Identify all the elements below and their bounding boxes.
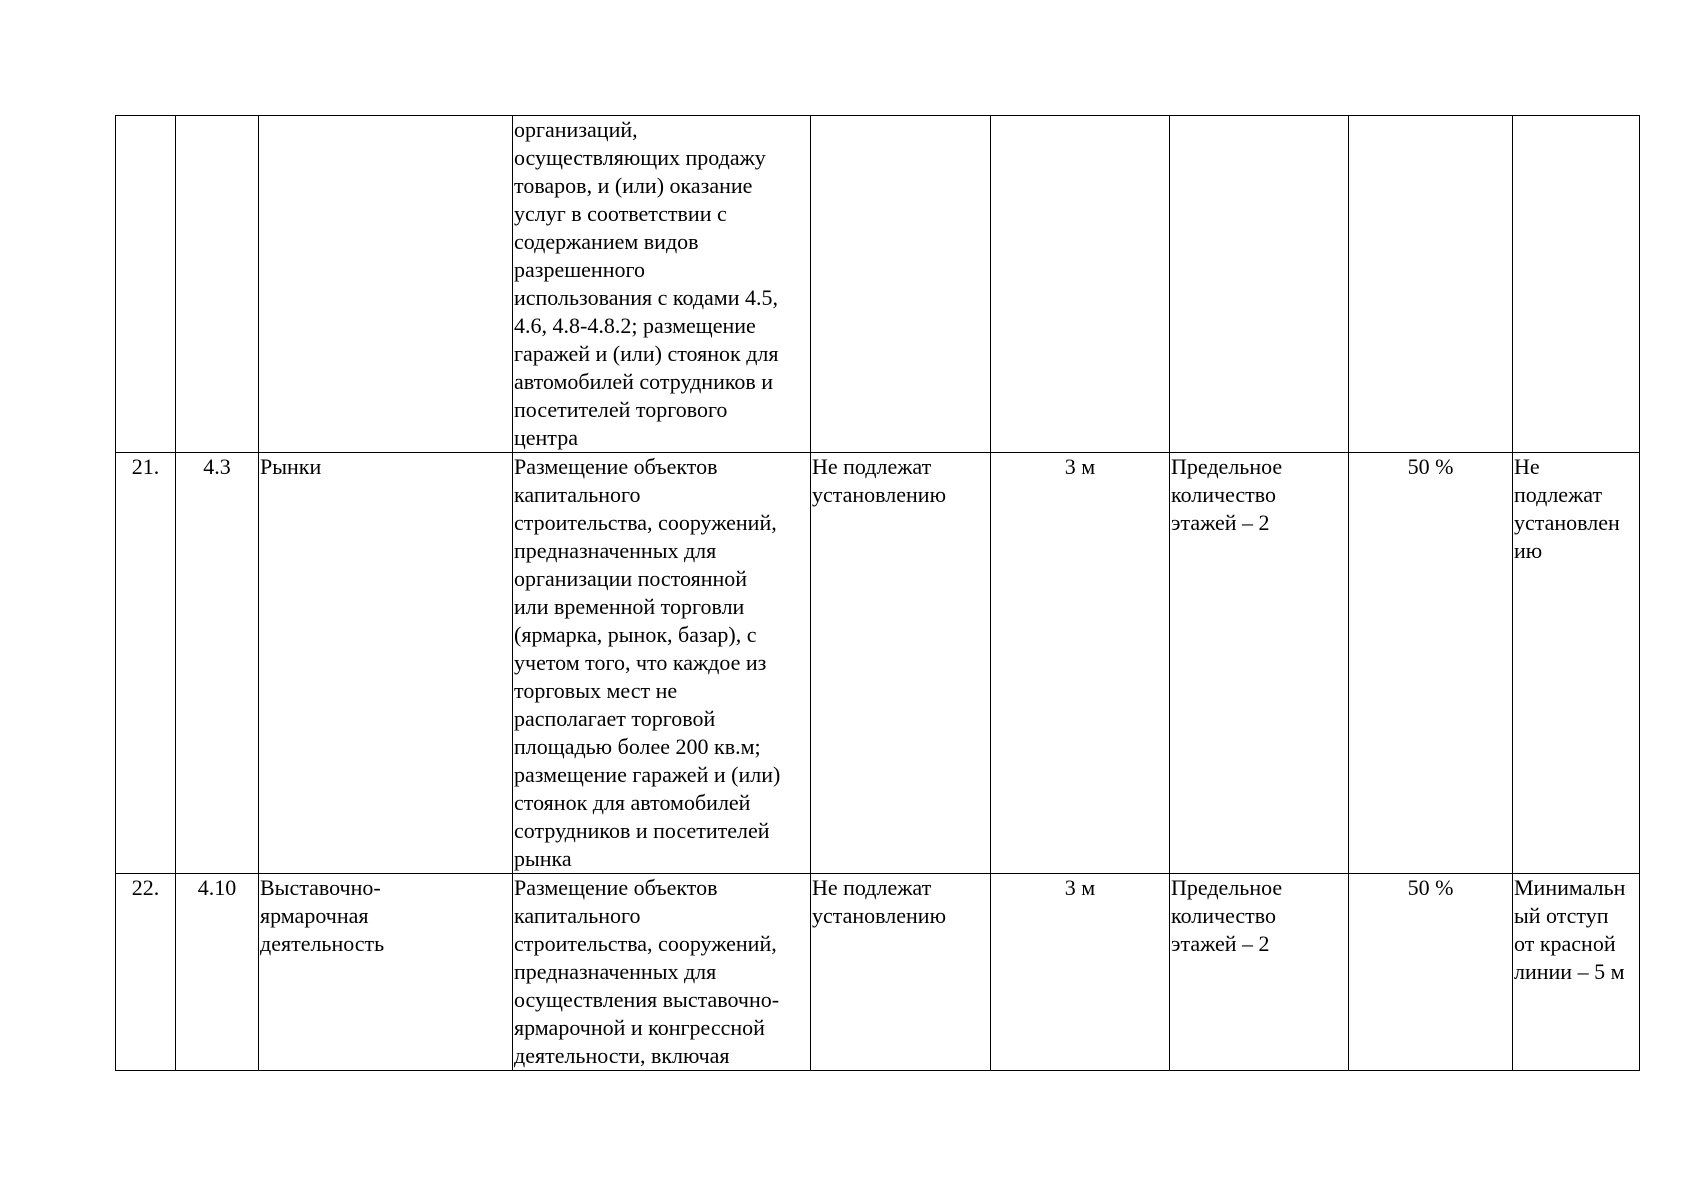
row-number-cell [116,453,176,874]
table-row [116,874,1640,1071]
min-indent-cell [991,116,1170,453]
use-name-cell [259,453,513,874]
max-floors-text: Предельное количество этажей – 2 [1171,454,1283,535]
max-floors-cell [1170,116,1349,453]
table-row [116,116,1640,453]
use-description-cell [513,874,811,1071]
plot-area-text: Не подлежат установлению [812,875,947,928]
zoning-regulations-table [115,115,1640,1071]
use-code-text: 4.10 [197,875,237,900]
max-floors-cell [1170,874,1349,1071]
table-row [116,453,1640,874]
min-indent-cell [991,453,1170,874]
use-description-text: Размещение объектов капитального строительства, сооружений, предназначенных для организации постоянной или временной торговли (ярмарка, рынок, базар), с учетом того, что каждое из торговых мест не располагает торговой площадью более 200 кв.м; размещение гаражей и (или) стоянок для автомобилей сотрудников и посетителей рынка [514,454,781,871]
use-description-cell [513,453,811,874]
use-code-text: 4.3 [203,454,231,479]
row-number-text: 22. [131,875,160,900]
building-percent-cell [1349,453,1513,874]
use-name-cell [259,874,513,1071]
min-indent-text: 3 м [1064,875,1096,900]
other-params-text: Минимальн ый отступ от красной линии – 5 м [1514,875,1626,984]
use-name-text: Выставочно- ярмарочная деятельность [260,875,385,956]
use-code-cell [176,874,259,1071]
use-description-text: Размещение объектов капитального строительства, сооружений, предназначенных для осуществления выставочно- ярмарочной и конгрессной деятельности, включая [514,875,780,1068]
max-floors-cell [1170,453,1349,874]
use-name-text: Рынки [260,454,322,479]
plot-area-cell [811,116,991,453]
building-percent-text: 50 % [1407,875,1454,900]
plot-area-cell [811,453,991,874]
use-code-cell [176,116,259,453]
min-indent-cell [991,874,1170,1071]
other-params-cell [1513,116,1640,453]
table-body [116,116,1640,1071]
plot-area-text: Не подлежат установлению [812,454,947,507]
other-params-cell [1513,874,1640,1071]
use-code-cell [176,453,259,874]
building-percent-text: 50 % [1407,454,1454,479]
other-params-cell [1513,453,1640,874]
plot-area-cell [811,874,991,1071]
use-name-cell [259,116,513,453]
row-number-text: 21. [131,454,160,479]
use-description-text: организаций, осуществляющих продажу товаров, и (или) оказание услуг в соответствии с содержанием видов разрешенного использования с кодами 4.5, 4.6, 4.8-4.8.2; размещение гаражей и (или) стоянок для автомобилей сотрудников и посетителей торгового центра [514,117,779,450]
use-description-cell [513,116,811,453]
row-number-cell [116,116,176,453]
other-params-text: Не подлежат установлен ию [1514,454,1620,563]
min-indent-text: 3 м [1064,454,1096,479]
row-number-cell [116,874,176,1071]
max-floors-text: Предельное количество этажей – 2 [1171,875,1283,956]
building-percent-cell [1349,874,1513,1071]
building-percent-cell [1349,116,1513,453]
